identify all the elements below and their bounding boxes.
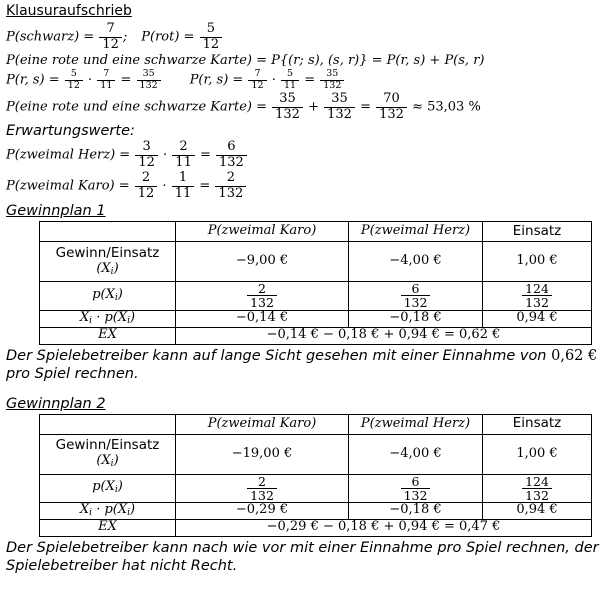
table-cell	[176, 242, 349, 282]
table-cell	[349, 474, 483, 502]
fraction-numerator: 3	[142, 139, 151, 155]
table-cell	[176, 327, 592, 344]
fraction-numerator: 7	[254, 68, 261, 80]
fraction-denominator: 132	[320, 80, 344, 91]
text-run: i	[114, 485, 118, 496]
fraction	[172, 171, 195, 201]
fraction	[281, 69, 299, 91]
formula-line	[6, 69, 604, 91]
fraction-numerator: 2	[179, 139, 188, 155]
text-run: )	[117, 287, 123, 303]
text-run: P(zweimal Karo)	[207, 415, 317, 431]
section-heading: Gewinnplan 1	[6, 203, 106, 220]
text-run: =	[195, 147, 216, 163]
formula-block	[6, 22, 604, 201]
table-row	[40, 222, 592, 242]
fraction-denominator: 11	[172, 186, 195, 202]
text-run: (X	[96, 261, 111, 277]
text-run: P(r, s) =	[6, 72, 64, 88]
fraction-denominator: 12	[65, 80, 83, 91]
table-cell	[349, 222, 483, 242]
table-cell	[483, 242, 592, 282]
gewinnplan-table	[39, 221, 592, 344]
fraction	[247, 475, 277, 502]
section-note	[6, 539, 604, 575]
table-cell	[176, 519, 592, 536]
table-row	[40, 519, 592, 536]
formula-line	[6, 171, 604, 201]
tab-spacer	[127, 40, 141, 41]
formula-line	[6, 123, 604, 139]
fraction-denominator: 132	[522, 295, 552, 309]
table-cell	[349, 282, 483, 310]
fraction-denominator: 132	[522, 488, 552, 502]
text-run: =	[355, 99, 376, 115]
fraction-numerator: 5	[286, 68, 294, 80]
text-run: p(X	[92, 479, 115, 495]
text-run: i	[89, 315, 93, 326]
table-cell	[349, 242, 483, 282]
fraction-denominator: 11	[281, 80, 299, 91]
fraction-numerator: 7	[106, 21, 115, 36]
fraction-numerator: 2	[258, 281, 266, 297]
text-run: i	[114, 293, 118, 304]
text-run: −4,00 €	[389, 253, 442, 269]
fraction	[324, 92, 355, 122]
table-cell	[176, 222, 349, 242]
table-cell	[176, 282, 349, 310]
text-run: Gewinn/Einsatz	[55, 437, 160, 454]
table-cell	[349, 434, 483, 474]
fraction-numerator: 6	[227, 139, 236, 155]
text-run: 0,94 €	[516, 502, 558, 518]
fraction	[401, 475, 431, 502]
text-run: ·	[83, 72, 97, 88]
text-run: P(schwarz) =	[6, 29, 99, 45]
text-run: (X	[96, 453, 111, 469]
fraction	[99, 22, 122, 52]
text-run: )	[113, 453, 119, 469]
section-gewinnplan-2	[6, 396, 604, 575]
text-run: +	[303, 99, 324, 115]
fraction-denominator: 11	[97, 80, 115, 91]
fraction-numerator: 35	[142, 68, 155, 80]
fraction	[401, 282, 431, 309]
text-run: Erwartungswerte:	[6, 123, 135, 140]
text-run: P(zweimal Karo)	[207, 223, 317, 239]
text-run: P(zweimal Karo) =	[6, 178, 134, 194]
fraction-numerator: 2	[226, 170, 235, 186]
text-run: i	[110, 459, 114, 470]
fraction-numerator: 2	[258, 474, 266, 489]
text-run: i	[110, 267, 114, 278]
formula-line	[6, 92, 604, 122]
fraction-numerator: 6	[411, 281, 420, 297]
fraction	[272, 92, 303, 122]
table-row	[40, 414, 592, 434]
section-gewinnplan-1	[6, 203, 604, 382]
formula-line	[6, 53, 604, 68]
text-run: −4,00 €	[389, 445, 442, 461]
text-run: 0,94 €	[516, 310, 558, 326]
text-run: −0,29 € − 0,18 € + 0,94 € = 0,47 €	[266, 519, 501, 535]
text-run: ·	[158, 147, 172, 163]
table-cell	[40, 502, 176, 519]
text-run: P(zweimal Herz) =	[6, 147, 135, 163]
fraction-numerator: 6	[411, 474, 420, 489]
table-cell	[176, 502, 349, 519]
fraction	[216, 140, 247, 170]
table-row	[40, 434, 592, 474]
fraction-denominator: 12	[99, 37, 122, 53]
text-run: P(r, s) =	[189, 72, 248, 88]
text-run: i	[127, 508, 130, 519]
text-run: =	[195, 178, 215, 194]
text-run: −19,00 €	[231, 445, 293, 461]
text-run: 1,00 €	[516, 445, 558, 461]
text-run: EX	[98, 327, 117, 343]
text-run: Der Spielebetreiber kann auf lange Sicht gesehen mit einer Einnahme von	[6, 347, 552, 364]
text-run: =	[116, 72, 136, 88]
table-row	[40, 327, 592, 344]
text-run: 1,00 €	[516, 253, 558, 269]
text-run: P(eine rote und eine schwarze Karte) = P{(r; s), (s, r)} = P(r, s) + P(s, r)	[6, 53, 485, 69]
fraction-numerator: 35	[331, 90, 348, 106]
fraction-numerator: 35	[279, 90, 296, 106]
table-cell	[176, 414, 349, 434]
text-run: Einsatz	[512, 222, 562, 239]
text-run: Einsatz	[512, 415, 562, 432]
table-row	[40, 474, 592, 502]
fraction-denominator: 11	[172, 155, 195, 171]
text-run: p(X	[92, 287, 115, 303]
table-row	[40, 502, 592, 519]
table-cell	[176, 310, 349, 327]
fraction	[135, 171, 158, 201]
text-run: )	[117, 479, 123, 495]
fraction-denominator: 132	[247, 488, 277, 502]
table-cell	[349, 310, 483, 327]
formula-line	[6, 22, 604, 52]
table-cell	[40, 282, 176, 310]
text-run: P(zweimal Herz)	[360, 415, 471, 431]
fraction	[522, 282, 552, 309]
table-cell	[40, 310, 176, 327]
text-run: Gewinn/Einsatz	[55, 245, 160, 262]
text-run: ·	[158, 178, 171, 194]
text-run: ≈ 53,03 %	[407, 99, 481, 115]
text-run: EX	[98, 519, 117, 535]
text-run: −0,18 €	[389, 502, 442, 518]
fraction-numerator: 5	[70, 68, 77, 80]
table-cell	[483, 502, 592, 519]
text-run: i	[127, 315, 130, 326]
fraction-denominator: 12	[200, 37, 223, 53]
section-note	[6, 347, 604, 383]
text-run: −0,14 €	[235, 310, 289, 326]
fraction-numerator: 124	[525, 281, 549, 297]
table-cell	[483, 310, 592, 327]
text-run: ·	[267, 72, 280, 88]
table-cell	[483, 282, 592, 310]
text-run: =	[300, 72, 320, 88]
text-run: · p(X	[92, 502, 128, 518]
fraction	[522, 475, 552, 502]
text-run: −9,00 €	[235, 253, 289, 269]
formula-line	[6, 140, 604, 170]
table-cell	[349, 414, 483, 434]
table-cell	[40, 519, 176, 536]
text-run: )	[130, 502, 136, 518]
table-cell	[483, 434, 592, 474]
fraction	[137, 69, 161, 91]
fraction-denominator: 12	[135, 186, 158, 202]
text-run: ;	[122, 29, 128, 45]
table-cell	[176, 434, 349, 474]
fraction	[200, 22, 223, 52]
text-run: X	[79, 502, 90, 518]
fraction	[320, 69, 344, 91]
text-run: · p(X	[92, 310, 128, 325]
text-run: Der Spielebetreiber kann nach wie vor mit einer Einnahme pro Spiel rechnen, der Spielebetreiber hat nicht Recht.	[6, 539, 599, 574]
table-cell	[483, 414, 592, 434]
text-run: −0,14 € − 0,18 € + 0,94 € = 0,62 €	[266, 327, 501, 343]
table-cell	[40, 434, 176, 474]
section-heading: Gewinnplan 2	[6, 395, 106, 412]
table-cell	[349, 502, 483, 519]
gewinnplan-table	[39, 414, 592, 537]
fraction	[65, 69, 83, 91]
text-run: P(rot) =	[141, 29, 199, 45]
fraction-denominator: 132	[401, 488, 431, 502]
fraction-numerator: 70	[383, 90, 400, 106]
fraction-denominator: 12	[135, 155, 158, 171]
fraction-numerator: 5	[206, 21, 215, 36]
fraction-numerator: 7	[103, 68, 110, 80]
table-row	[40, 242, 592, 282]
fraction	[172, 140, 195, 170]
fraction-numerator: 124	[525, 474, 549, 489]
table-cell	[40, 222, 176, 242]
text-run: i	[89, 508, 93, 519]
fraction	[248, 69, 266, 91]
tab-spacer	[162, 83, 190, 84]
text-run: P(eine rote und eine schwarze Karte) =	[6, 99, 272, 115]
fraction	[97, 69, 115, 91]
text-run: 0,62 €	[551, 347, 598, 364]
fraction-denominator: 132	[215, 186, 246, 202]
fraction-numerator: 35	[326, 68, 339, 80]
fraction	[247, 282, 277, 309]
fraction-numerator: 2	[141, 170, 151, 186]
table-cell	[40, 327, 176, 344]
table-row	[40, 282, 592, 310]
fraction	[215, 171, 246, 201]
table-cell	[483, 474, 592, 502]
fraction-denominator: 12	[248, 80, 266, 91]
fraction-numerator: 1	[178, 170, 188, 186]
fraction	[376, 92, 407, 122]
fraction-denominator: 132	[137, 80, 161, 91]
text-run: −0,18 €	[389, 310, 442, 326]
table-cell	[483, 222, 592, 242]
text-run: X	[79, 310, 90, 325]
fraction-denominator: 132	[272, 107, 303, 123]
text-run: P(zweimal Herz)	[360, 223, 471, 239]
fraction-denominator: 132	[324, 107, 355, 123]
table-row	[40, 310, 592, 327]
table-cell	[40, 242, 176, 282]
fraction-denominator: 132	[247, 295, 277, 309]
table-cell	[40, 474, 176, 502]
text-run: pro Spiel rechnen.	[6, 365, 139, 382]
table-cell	[40, 414, 176, 434]
text-run: )	[113, 261, 119, 277]
fraction	[135, 140, 158, 170]
fraction-denominator: 132	[401, 295, 431, 309]
text-run: −0,29 €	[235, 502, 289, 518]
text-run: )	[130, 310, 136, 325]
table-cell	[176, 474, 349, 502]
fraction-denominator: 132	[376, 107, 407, 123]
fraction-denominator: 132	[216, 155, 247, 171]
page-title: Klausuraufschrieb	[6, 3, 132, 19]
